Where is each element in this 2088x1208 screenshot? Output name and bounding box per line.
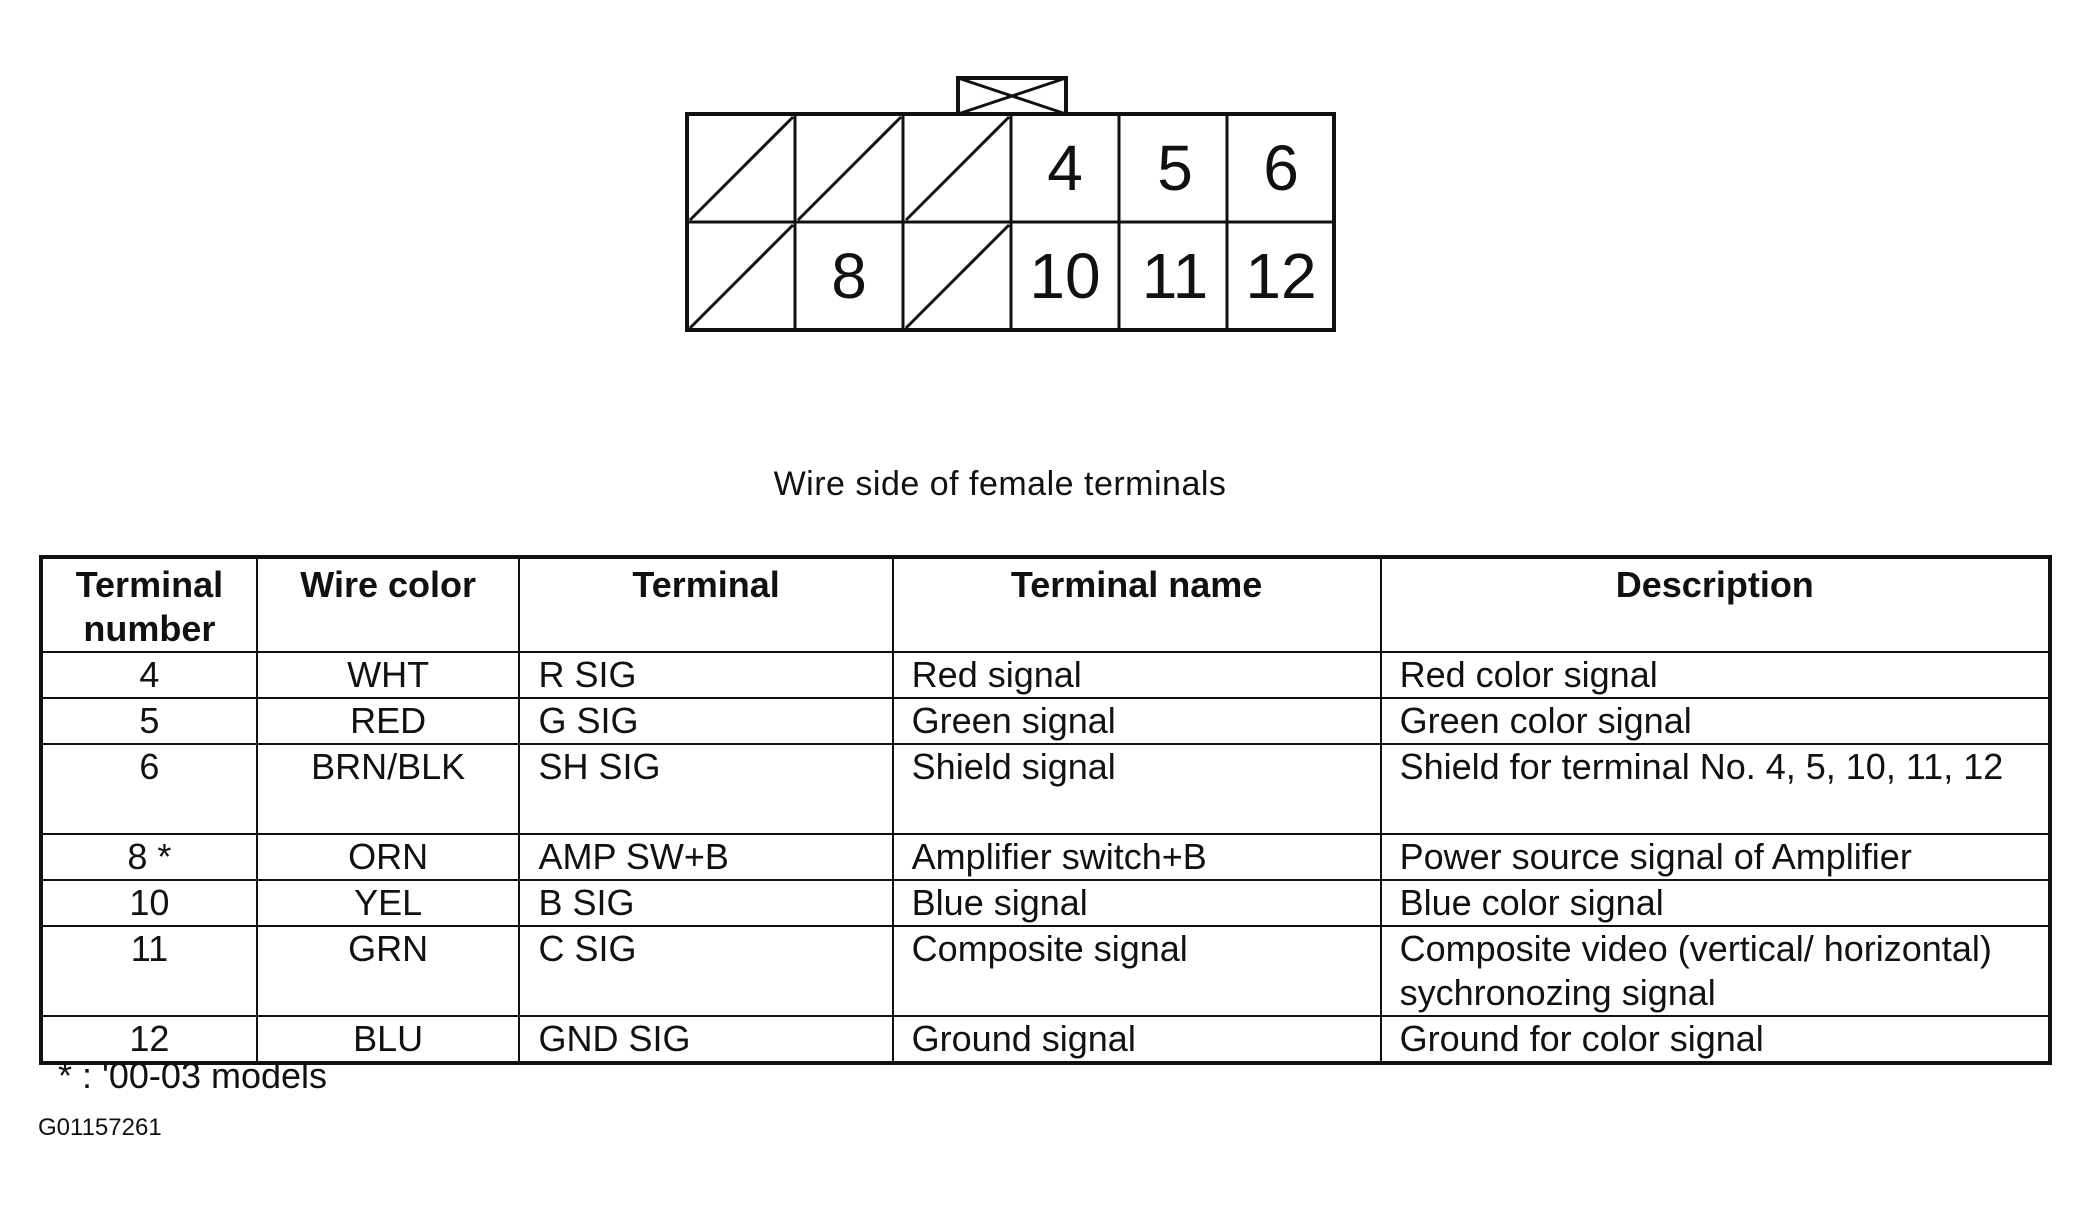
cell-wire-color: BLU [257,1016,520,1063]
table-row [41,880,2050,926]
cell-description: Power source signal of Amplifier [1381,834,2050,880]
header-terminal-name: Terminal name [893,557,1381,652]
empty-cavity-2 [798,117,901,220]
cell-description: Ground for color signal [1381,1016,2050,1063]
cell-terminal-number: 8 * [41,834,257,880]
terminal-label-11: 11 [1141,240,1209,312]
terminal-label-12: 12 [1245,240,1317,312]
cell-terminal-number: 4 [41,652,257,698]
terminal-label-5: 5 [1157,132,1193,204]
cell-terminal-number: 10 [41,880,257,926]
empty-cavity-3 [906,117,1009,220]
cell-terminal-name: Ground signal [893,1016,1381,1063]
cell-terminal-name: Composite signal [893,926,1381,1016]
connector-diagram [0,0,2088,360]
cell-terminal-number: 12 [41,1016,257,1063]
table-row [41,652,2050,698]
cell-description: Red color signal [1381,652,2050,698]
header-wire-color: Wire color [257,557,520,652]
header-terminal-number: Terminal number [41,557,257,652]
cell-terminal: AMP SW+B [519,834,892,880]
terminal-label-6: 6 [1263,132,1299,204]
cell-terminal-name: Shield signal [893,744,1381,834]
cell-terminal: B SIG [519,880,892,926]
cell-terminal: GND SIG [519,1016,892,1063]
table-row [41,698,2050,744]
cell-terminal-name: Green signal [893,698,1381,744]
diagram-caption: Wire side of female terminals [773,465,1227,503]
cell-wire-color: WHT [257,652,520,698]
cell-terminal-number: 6 [41,744,257,834]
header-description: Description [1381,557,2050,652]
table-header-row [41,557,2050,652]
cell-terminal-name: Red signal [893,652,1381,698]
cell-terminal: SH SIG [519,744,892,834]
empty-cavity-1 [690,117,793,220]
cell-wire-color: YEL [257,880,520,926]
table-row [41,834,2050,880]
empty-cavity-7 [690,225,793,328]
terminal-table [39,555,2052,1065]
cell-wire-color: ORN [257,834,520,880]
figure-code: G01157261 [38,1114,162,1141]
table-row [41,744,2050,834]
cell-description: Blue color signal [1381,880,2050,926]
cell-wire-color: GRN [257,926,520,1016]
cell-terminal: C SIG [519,926,892,1016]
cell-terminal-number: 11 [41,926,257,1016]
cell-terminal-name: Amplifier switch+B [893,834,1381,880]
footnote: * : '00-03 models [58,1055,328,1096]
cell-terminal-name: Blue signal [893,880,1381,926]
empty-cavity-9 [906,225,1009,328]
cell-wire-color: RED [257,698,520,744]
cell-description: Green color signal [1381,698,2050,744]
connector-lock-tab [958,78,1066,114]
terminal-label-8: 8 [831,240,867,312]
cell-terminal: G SIG [519,698,892,744]
cell-terminal: R SIG [519,652,892,698]
table-row [41,1016,2050,1063]
terminal-label-4: 4 [1047,132,1083,204]
header-terminal: Terminal [519,557,892,652]
terminal-label-10: 10 [1029,240,1101,312]
cell-description: Shield for terminal No. 4, 5, 10, 11, 12 [1381,744,2050,834]
cell-wire-color: BRN/BLK [257,744,520,834]
table-row [41,926,2050,1016]
cell-description: Composite video (vertical/ horizontal) sychronozing signal [1381,926,2050,1016]
cell-terminal-number: 5 [41,698,257,744]
